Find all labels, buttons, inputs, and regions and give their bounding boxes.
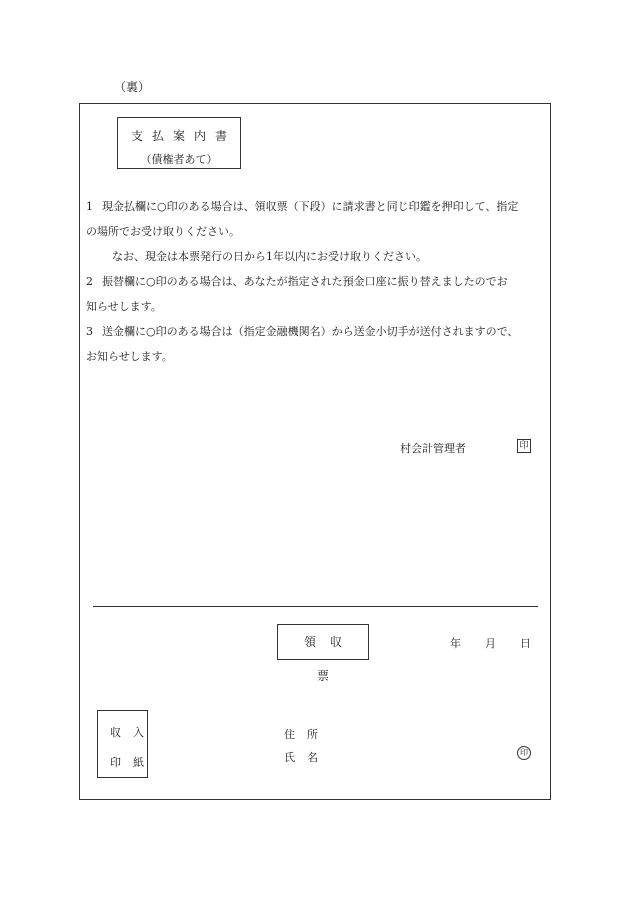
- guide-title-box: [117, 117, 241, 169]
- document-frame: [79, 103, 551, 800]
- address-label: 住所: [284, 728, 330, 741]
- note-number: 1: [86, 200, 93, 213]
- note-item-3: [86, 319, 548, 344]
- guide-title: 支払案内書: [130, 129, 236, 143]
- note-item-3-continued: お知らせします。: [86, 350, 173, 363]
- note-item-2: [86, 269, 548, 294]
- receipt-title: 領収票: [277, 624, 369, 660]
- receipt-day-label: 日: [520, 637, 531, 650]
- back-side-label: （裏）: [114, 80, 151, 94]
- revenue-stamp-line-1: 収入: [110, 726, 156, 739]
- receipt-month-label: 月: [485, 637, 496, 650]
- revenue-stamp-box: [97, 710, 156, 778]
- name-label: 氏名: [284, 751, 330, 764]
- signer-title: 村会計管理者: [400, 442, 466, 455]
- note-item-2-continued: 知らせします。: [86, 300, 162, 313]
- signer-seal: 印: [517, 439, 531, 453]
- note-item-1-remark: なお、現金は本票発行の日から1年以内にお受け取りください。: [112, 250, 427, 263]
- receipt-year-label: 年: [450, 637, 461, 650]
- note-number: 3: [86, 325, 93, 338]
- note-text: 送金欄に○印のある場合は（指定金融機関名）から送金小切手が送付されますので、: [102, 325, 519, 338]
- notes-section: [86, 194, 548, 369]
- recipient-seal: 印: [517, 746, 531, 760]
- note-text: 現金払欄に○印のある場合は、領収票（下段）に請求書と同じ印鑑を押印して、指定: [102, 200, 519, 213]
- guide-subtitle: （債権者あて）: [140, 153, 218, 166]
- note-text: 振替欄に○印のある場合は、あなたが指定された預金口座に振り替えましたのでお: [102, 275, 508, 288]
- note-item-1: [86, 194, 548, 219]
- revenue-stamp-line-2: 印紙: [110, 756, 156, 769]
- section-divider: [93, 606, 538, 607]
- note-number: 2: [86, 275, 93, 288]
- note-item-1-continued: の場所でお受け取りください。: [86, 225, 240, 238]
